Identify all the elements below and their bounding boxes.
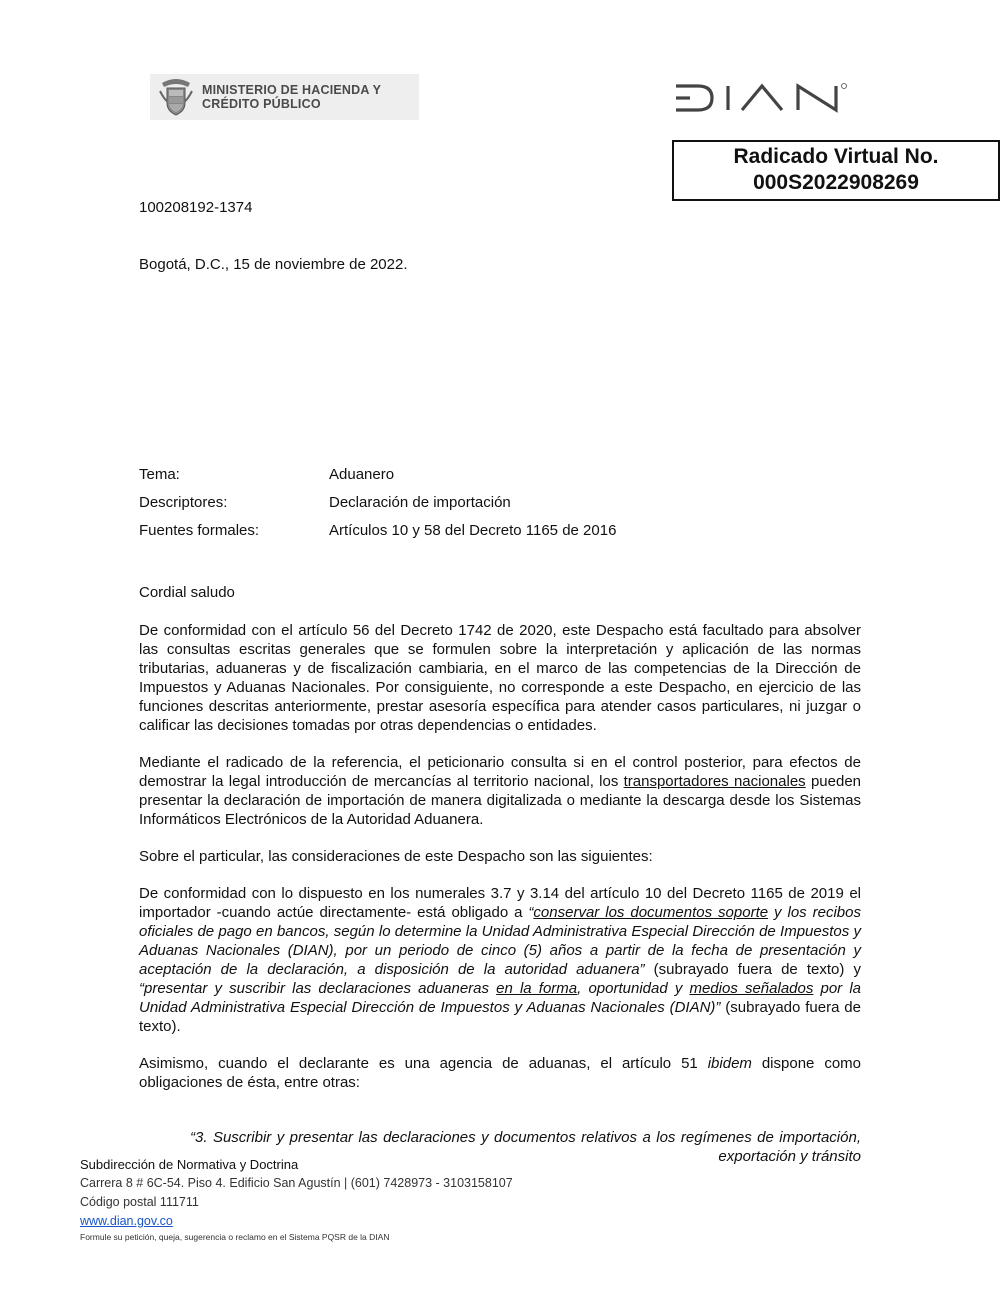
meta-row-fuentes [139, 522, 616, 550]
meta-label: Descriptores: [139, 494, 228, 511]
p2-underlined: transportadores nacionales [623, 773, 806, 790]
p4-italic: y los recibos oficiales de pago en bancos, según lo determine la Unidad Administrativa Especial Dirección de Impuestos y Aduanas Nacionales (DIAN), por un periodo de cinco (5) años a partir de la fecha de presentación y aceptación de la declaración, a disposición de la autoridad aduanera” [139, 904, 861, 978]
ministry-name-line2: CRÉDITO PÚBLICO [202, 97, 321, 111]
paragraph-3: Sobre el particular, las consideraciones de este Despacho son las siguientes: [139, 848, 653, 865]
meta-value: Artículos 10 y 58 del Decreto 1165 de 2016 [329, 522, 617, 539]
p2-text: Mediante el radicado de la referencia, el peticionario consulta si en el control posterior, para efectos de demostrar la legal introducción de mercancías al territorio nacional, los [139, 754, 861, 790]
radicado-number: 000S2022908269 [753, 171, 919, 194]
p4-italic: “ [528, 904, 534, 921]
p4-text-end: (subrayado fuera de texto). [139, 999, 861, 1035]
paragraph-2 [139, 753, 861, 829]
radicado-label: Radicado Virtual No. [733, 145, 939, 168]
radicado-box [672, 140, 1000, 201]
meta-value: Declaración de importación [329, 494, 511, 511]
ministry-logo [150, 74, 419, 120]
footer [80, 1155, 513, 1243]
footer-dependency: Subdirección de Normativa y Doctrina [80, 1157, 299, 1172]
p2-text-end: pueden presentar la declaración de importación de manera digitalizada o mediante la descarga desde los Sistemas Informáticos Electrónicos de la Autoridad Aduanera. [139, 773, 861, 828]
p5-italic: ibidem [707, 1055, 752, 1072]
ministry-name-line1: MINISTERIO DE HACIENDA Y [202, 83, 382, 97]
greeting: Cordial saludo [139, 584, 235, 601]
paragraph-4 [139, 884, 861, 1036]
meta-row-descriptores [139, 494, 616, 522]
p4-italic: por la Unidad Administrativa Especial Dirección de Impuestos y Aduanas Nacionales (DIAN)” [139, 980, 861, 1016]
footer-postal-code: Código postal 111711 [80, 1195, 199, 1209]
paragraph-1: De conformidad con el artículo 56 del Decreto 1742 de 2020, este Despacho está facultado para absolver las consultas escritas generales que se formulen sobre la interpretación y aplicación de las normas tributarias, aduaneras y de fiscalización cambiaria, en el marco de las competencias de la Dirección de Impuestos y Aduanas Nacionales. Por consiguiente, no corresponde a este Despacho, en ejercicio de las funciones descritas anteriormente, prestar asesoría específica para atender casos particulares, ni juzgar o calificar las decisiones tomadas por otras dependencias o entidades. [139, 622, 861, 734]
meta-label: Fuentes formales: [139, 522, 260, 539]
p4-italic: , oportunidad y [577, 980, 690, 997]
coat-of-arms-icon [158, 77, 194, 117]
dian-logo-text: DIAN [672, 80, 675, 81]
p4-italic-underlined: conservar los documentos soporte [533, 904, 769, 921]
paragraph-5 [139, 1054, 861, 1092]
footer-address: Carrera 8 # 6C-54. Piso 4. Edificio San Agustín | (601) 7428973 - 3103158107 [80, 1176, 513, 1190]
letter-body [139, 583, 861, 1110]
p5-text-end: dispone como obligaciones de ésta, entre otras: [139, 1055, 862, 1091]
p4-italic-underlined: medios señalados [689, 980, 814, 997]
p4-text: De conformidad con lo dispuesto en los numerales 3.7 y 3.14 del artículo 10 del Decreto 1165 de 2019 el importador -cuando actúe directamente- está obligado a [139, 885, 861, 921]
p4-italic-underlined: en la forma [496, 980, 578, 997]
block-quote: “3. Suscribir y presentar las declaraciones y documentos relativos a los regímenes de importación, exportación y tránsito [190, 1129, 861, 1165]
p5-text: Asimismo, cuando el declarante es una agencia de aduanas, el artículo 51 [139, 1055, 708, 1072]
meta-label: Tema: [139, 466, 180, 483]
date-line: Bogotá, D.C., 15 de noviembre de 2022. [139, 256, 408, 273]
footer-website-link[interactable]: www.dian.gov.co [80, 1214, 173, 1228]
ministry-name [202, 83, 381, 111]
dian-logo [672, 80, 852, 116]
metadata-table [139, 466, 616, 550]
p4-text: (subrayado fuera de texto) y [644, 961, 861, 978]
footer-pqsr-note: Formule su petición, queja, sugerencia o reclamo en el Sistema PQSR de la DIAN [80, 1232, 390, 1242]
meta-row-tema [139, 466, 616, 494]
p4-italic: “presentar y suscribir las declaraciones aduaneras [139, 980, 497, 997]
meta-value: Aduanero [329, 466, 395, 483]
reference-number: 100208192-1374 [139, 199, 253, 216]
